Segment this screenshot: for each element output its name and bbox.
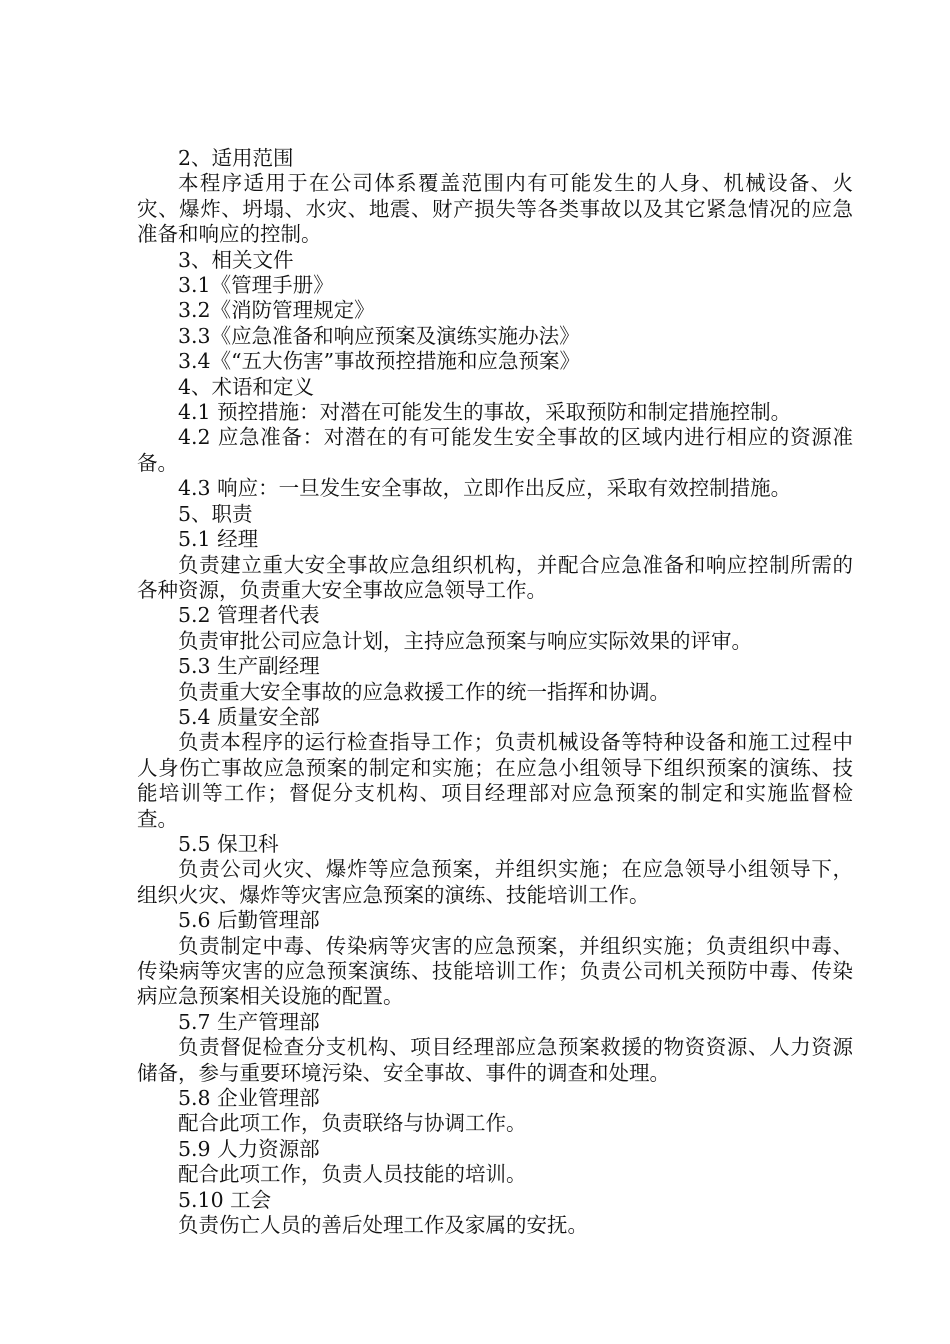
section-heading-related-docs: 3、相关文件 <box>178 247 294 272</box>
duty-heading: 5.9 人力资源部 <box>178 1136 320 1161</box>
paragraph-scope-text: 本程序适用于在公司体系覆盖范围内有可能发生的人身、机械设备、火灾、爆炸、坍塌、水灾、地震、财产损失等各类事故以及其它紧急情况的应急准备和响应的控制。 <box>137 171 853 247</box>
duty-heading: 5.10 工会 <box>178 1187 272 1212</box>
section-heading-duties: 5、职责 <box>178 501 253 526</box>
duty-text: 配合此项工作，负责人员技能的培训。 <box>178 1162 527 1187</box>
duty-heading: 5.6 后勤管理部 <box>178 908 320 933</box>
duty-text: 配合此项工作，负责联络与协调工作。 <box>178 1111 527 1136</box>
section-heading-scope: 2、适用范围 <box>178 146 294 170</box>
duty-text: 负责本程序的运行检查指导工作；负责机械设备等特种设备和施工过程中人身伤亡事故应急预案的制定和实施；在应急小组领导下组织预案的演练、技能培训等工作；督促分支机构、项目经理部对应急预案的制定和实施监督检查。 <box>137 730 853 831</box>
term-definition: 4.1 预控措施：对潜在可能发生的事故，采取预防和制定措施控制。 <box>178 400 792 425</box>
duty-heading: 5.8 企业管理部 <box>178 1086 320 1111</box>
duty-heading: 5.5 保卫科 <box>178 831 279 856</box>
document-body <box>137 146 853 1238</box>
related-doc-item: 3.1《管理手册》 <box>178 273 334 298</box>
term-definition: 4.3 响应：一旦发生安全事故，立即作出反应，采取有效控制措施。 <box>178 476 792 501</box>
duty-heading: 5.2 管理者代表 <box>178 603 320 628</box>
duty-text: 负责建立重大安全事故应急组织机构，并配合应急准备和响应控制所需的各种资源，负责重大安全事故应急领导工作。 <box>137 552 853 602</box>
related-doc-item: 3.4《“五大伤害”事故预控措施和应急预案》 <box>178 349 581 374</box>
duty-heading: 5.4 质量安全部 <box>178 704 320 729</box>
section-heading-terms: 4、术语和定义 <box>178 374 315 399</box>
duty-heading: 5.7 生产管理部 <box>178 1009 320 1034</box>
duty-text: 负责重大安全事故的应急救援工作的统一指挥和协调。 <box>178 679 670 704</box>
duty-text: 负责伤亡人员的善后处理工作及家属的安抚。 <box>178 1213 588 1238</box>
duty-text: 负责公司火灾、爆炸等应急预案，并组织实施；在应急领导小组领导下，组织火灾、爆炸等灾害应急预案的演练、技能培训工作。 <box>137 857 853 907</box>
related-doc-item: 3.3《应急准备和响应预案及演练实施办法》 <box>178 323 580 348</box>
term-definition: 4.2 应急准备：对潜在的有可能发生安全事故的区域内进行相应的资源准备。 <box>137 425 853 475</box>
duty-text: 负责制定中毒、传染病等灾害的应急预案，并组织实施；负责组织中毒、传染病等灾害的应急预案演练、技能培训工作；负责公司机关预防中毒、传染病应急预案相关设施的配置。 <box>137 933 853 1009</box>
duty-text: 负责审批公司应急计划，主持应急预案与响应实际效果的评审。 <box>178 628 752 653</box>
duty-heading: 5.3 生产副经理 <box>178 654 320 679</box>
related-doc-item: 3.2《消防管理规定》 <box>178 298 375 323</box>
duty-text: 负责督促检查分支机构、项目经理部应急预案救援的物资资源、人力资源储备，参与重要环境污染、安全事故、事件的调查和处理。 <box>137 1035 853 1085</box>
duty-heading: 5.1 经理 <box>178 527 259 552</box>
